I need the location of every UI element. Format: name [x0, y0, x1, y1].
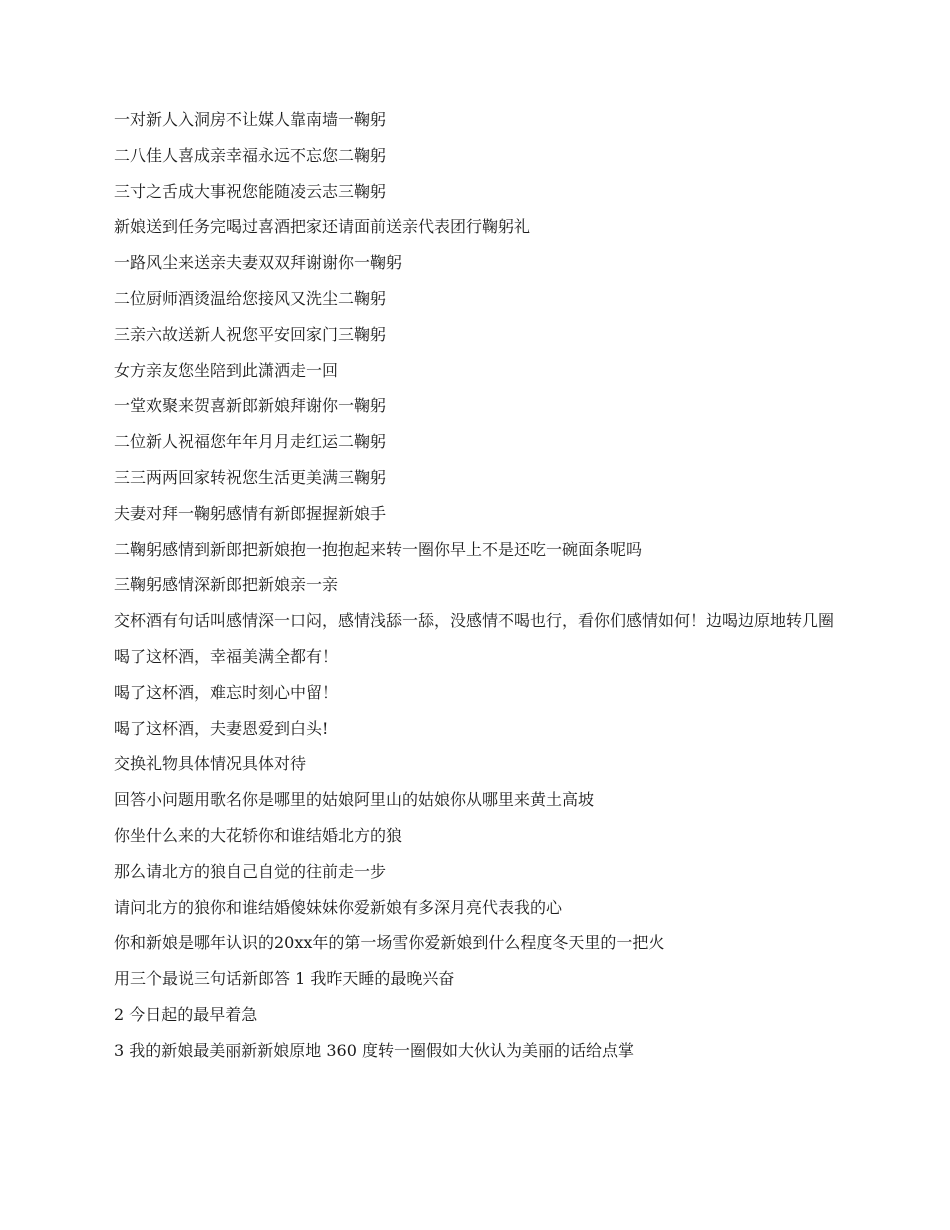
paragraph: 回答小问题用歌名你是哪里的姑娘阿里山的姑娘你从哪里来黄土高坡	[114, 790, 595, 810]
paragraph: 喝了这杯酒，夫妻恩爱到白头!	[114, 718, 329, 738]
paragraph: 你坐什么来的大花轿你和谁结婚北方的狼	[114, 825, 403, 845]
paragraph: 交换礼物具体情况具体对待	[114, 754, 307, 774]
paragraph: 你和新娘是哪年认识的20xx年的第一场雪你爱新娘到什么程度冬天里的一把火	[114, 933, 665, 953]
paragraph: 三鞠躬感情深新郎把新娘亲一亲	[114, 575, 339, 595]
paragraph: 一路风尘来送亲夫妻双双拜谢谢你一鞠躬	[114, 253, 403, 273]
paragraph: 喝了这杯酒，难忘时刻心中留！	[114, 682, 339, 702]
paragraph: 三亲六故送新人祝您平安回家门三鞠躬	[114, 324, 387, 344]
paragraph: 一对新人入洞房不让媒人靠南墙一鞠躬	[114, 110, 387, 129]
paragraph: 二位厨师酒烫温给您接风又洗尘二鞠躬	[114, 288, 387, 308]
paragraph: 二鞠躬感情到新郎把新娘抱一抱抱起来转一圈你早上不是还吃一碗面条呢吗	[114, 539, 643, 559]
paragraph: 交杯酒有句话叫感情深一口闷，感情浅舔一舔，没感情不喝也行，看你们感情如何！边喝边原地转几圈	[114, 611, 835, 631]
paragraph: 三三两两回家转祝您生活更美满三鞠躬	[114, 467, 387, 487]
document-body	[114, 110, 844, 1077]
paragraph: 女方亲友您坐陪到此潇洒走一回	[114, 360, 339, 380]
paragraph: 3 我的新娘最美丽新新娘原地 360 度转一圈假如大伙认为美丽的话给点掌	[114, 1040, 634, 1060]
paragraph: 喝了这杯酒，幸福美满全都有！	[114, 646, 339, 666]
paragraph: 用三个最说三句话新郎答 1 我昨天睡的最晚兴奋	[114, 969, 455, 989]
paragraph: 那么请北方的狼自己自觉的往前走一步	[114, 861, 387, 881]
paragraph: 三寸之舌成大事祝您能随凌云志三鞠躬	[114, 181, 387, 201]
paragraph: 新娘送到任务完喝过喜酒把家还请面前送亲代表团行鞠躬礼	[114, 217, 531, 237]
paragraph: 2 今日起的最早着急	[114, 1004, 258, 1024]
paragraph: 二八佳人喜成亲幸福永远不忘您二鞠躬	[114, 145, 387, 165]
paragraph: 夫妻对拜一鞠躬感情有新郎握握新娘手	[114, 503, 387, 523]
paragraph: 一堂欢聚来贺喜新郎新娘拜谢你一鞠躬	[114, 396, 387, 416]
paragraph: 请问北方的狼你和谁结婚傻妹妹你爱新娘有多深月亮代表我的心	[114, 897, 563, 917]
paragraph: 二位新人祝福您年年月月走红运二鞠躬	[114, 432, 387, 452]
